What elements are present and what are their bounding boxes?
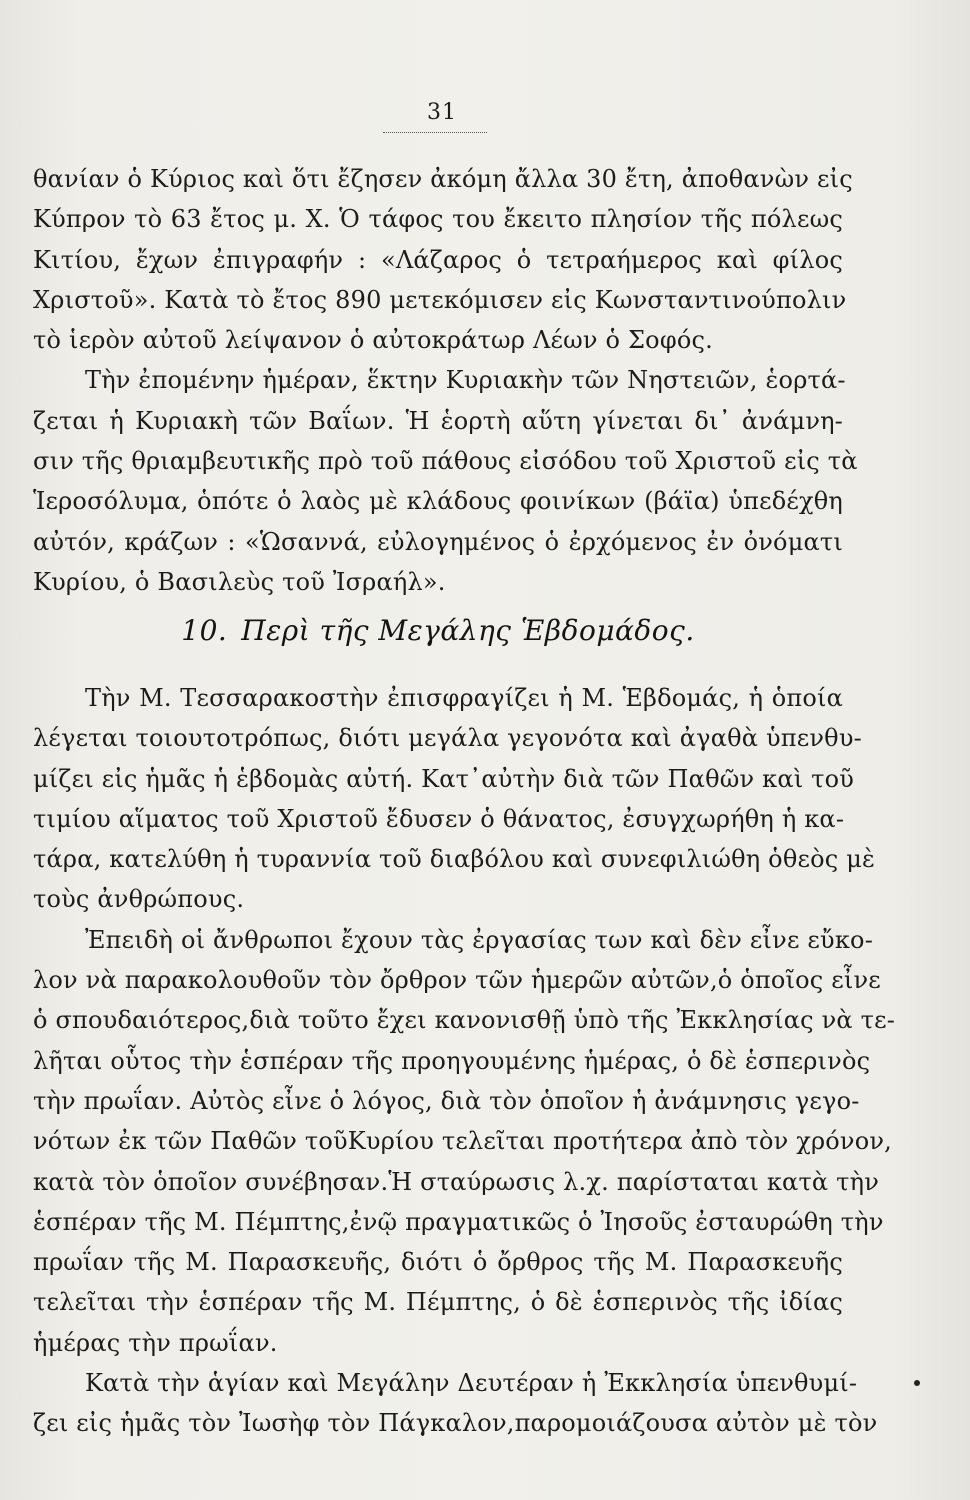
margin-dot [914, 1380, 920, 1386]
text-line: τάρα, κατελύθη ἡ τυραννία τοῦ διαβόλου καὶ συνεφιλιώθη ὁθεὸς μὲ [33, 845, 876, 874]
text-line: Ἐπειδὴ οἱ ἄνθρωποι ἔχουν τὰς ἐργασίας των καὶ δὲν εἶνε εὔκο- [85, 925, 874, 954]
text-line: Χριστοῦ». Κατὰ τὸ ἔτος 890 μετεκόμισεν εἰς Κωνσταντινούπολιν [33, 285, 847, 314]
text-line: θανίαν ὁ Κύριος καὶ ὅτι ἔζησεν ἀκόμη ἄλλα 30 ἔτη, ἀποθανὼν εἰς [33, 165, 853, 193]
page-number-rule [383, 132, 487, 133]
text-line: Τὴν ἐπομένην ἡμέραν, ἕκτην Κυριακὴν τῶν Νηστειῶν, ἑορτά- [85, 366, 846, 395]
text-block-continuation [33, 159, 858, 602]
text-line: αὐτόν, κράζων : «Ὡσαννά, εὐλογημένος ὁ ἐρχόμενος ἐν ὀνόματι [33, 527, 843, 556]
text-line: λῆται οὗτος τὴν ἑσπέραν τῆς προηγουμένης ἡμέρας, ὁ δὲ ἑσπερινὸς [33, 1046, 871, 1075]
text-line: ἡμέρας τὴν πρωΐαν. [33, 1328, 278, 1357]
text-line: Κιτίου, ἔχων ἐπιγραφήν : «Λάζαρος ὁ τετραήμερος καὶ φίλος [33, 245, 843, 274]
text-line: Τὴν Μ. Τεσσαρακοστὴν ἐπισφραγίζει ἡ Μ. Ἑβδομάς, ἡ ὁποία [85, 684, 843, 712]
text-line: νότων ἐκ τῶν Παθῶν τοῦΚυρίου τελεῖται προτήτερα ἀπὸ τὸν χρόνον, [33, 1127, 892, 1156]
text-line: Κύπρον τὸ 63 ἔτος μ. Χ. Ὁ τάφος του ἔκειτο πλησίον τῆς πόλεως [33, 205, 843, 234]
text-line: λον νὰ παρακολουθοῦν τὸν ὄρθρον τῶν ἡμερῶν αὐτῶν,ὁ ὁποῖος εἶνε [33, 966, 881, 995]
text-line: ἑσπέραν τῆς Μ. Πέμπτης,ἐνῷ πραγματικῶς ὁ Ἰησοῦς ἐσταυρώθη τὴν [33, 1207, 884, 1236]
text-line: τὴν πρωΐαν. Αὐτὸς εἶνε ὁ λόγος, διὰ τὸν ὁποῖον ἡ ἀνάμνησις γεγο- [33, 1086, 860, 1115]
text-line: μίζει εἰς ἡμᾶς ἡ ἑβδομὰς αὐτή. Κατ᾿αὐτὴν διὰ τῶν Παθῶν καὶ τοῦ [33, 764, 855, 793]
text-block-section [33, 678, 896, 1444]
text-line: Ἱεροσόλυμα, ὁπότε ὁ λαὸς μὲ κλάδους φοινίκων (βάϊα) ὑπεδέχθη [33, 487, 843, 516]
section-title: Περὶ τῆς Μεγάλης Ἑβδομάδος. [241, 614, 695, 647]
text-line: λέγεται τοιουτοτρόπως, διότι μεγάλα γεγονότα καὶ ἀγαθὰ ὑπενθυ- [33, 724, 862, 753]
text-line: ζει εἰς ἡμᾶς τὸν Ἰωσὴφ τὸν Πάγκαλον,παρομοιάζουσα αὐτὸν μὲ τὸν [33, 1409, 878, 1438]
text-line: τοὺς ἀνθρώπους. [33, 885, 245, 914]
text-line: ζεται ἡ Κυριακὴ τῶν Βαΐων. Ἡ ἑορτὴ αὕτη γίνεται δι᾿ ἀνάμνη- [33, 406, 843, 435]
text-line: τιμίου αἵματος τοῦ Χριστοῦ ἔδυσεν ὁ θάνατος, ἐσυγχωρήθη ἡ κα- [33, 804, 845, 833]
text-line: Κατὰ τὴν ἁγίαν καὶ Μεγάλην Δευτέραν ἡ Ἐκκλησία ὑπενθυμί- [85, 1369, 858, 1398]
text-line: πρωΐαν τῆς Μ. Παρασκευῆς, διότι ὁ ὄρθρος τῆς Μ. Παρασκευῆς [33, 1248, 843, 1277]
section-heading [33, 614, 843, 647]
text-line: τελεῖται τὴν ἑσπέραν τῆς Μ. Πέμπτης, ὁ δὲ ἑσπερινὸς τῆς ἰδίας [33, 1288, 843, 1317]
text-line: σιν τῆς θριαμβευτικῆς πρὸ τοῦ πάθους εἰσόδου τοῦ Χριστοῦ εἰς τὰ [33, 447, 858, 476]
text-line: Κυρίου, ὁ Βασιλεὺς τοῦ Ἰσραήλ». [33, 567, 446, 596]
text-line: ὁ σπουδαιότερος,διὰ τοῦτο ἔχει κανονισθῇ ὑπὸ τῆς Ἐκκλησίας νὰ τε- [33, 1006, 896, 1035]
page-number: 31 [427, 100, 457, 125]
section-number: 10. [181, 614, 228, 647]
text-line: κατὰ τὸν ὁποῖον συνέβησαν.Ἡ σταύρωσις λ.χ. παρίσταται κατὰ τὴν [33, 1167, 880, 1196]
text-line: τὸ ἱερὸν αὐτοῦ λείψανον ὁ αὐτοκράτωρ Λέων ὁ Σοφός. [33, 326, 713, 355]
